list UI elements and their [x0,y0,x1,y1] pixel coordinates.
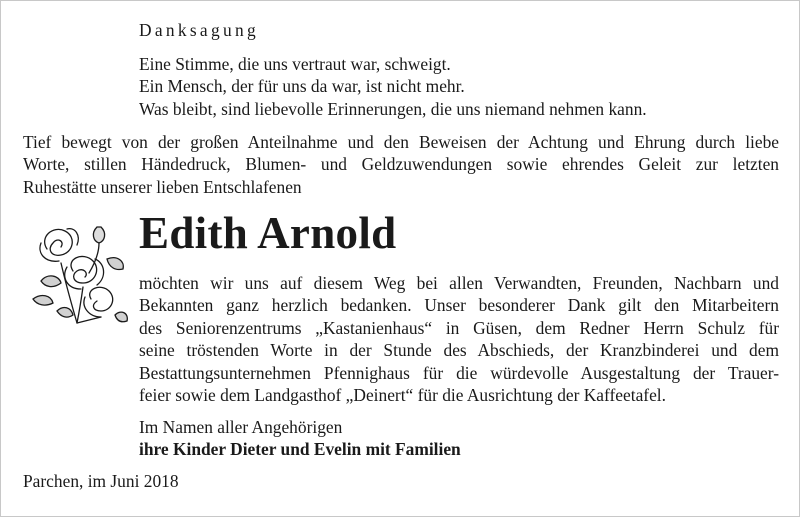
poem-line: Was bleibt, sind liebevolle Erinnerungen, die uns niemand nehmen kann. [139,99,647,119]
poem-line: Eine Stimme, die uns vertraut war, schweigt. [139,54,451,74]
notice-heading: Danksagung [139,20,259,40]
intro-line: Worte, stillen Händedruck, Blumen- und Geldzuwendungen sowie ehrendes Geleit zur letzten [23,154,779,174]
thanks-line: feier sowie dem Landgasthof „Deinert“ für die Ausrichtung der Kaffeetafel. [139,385,666,405]
place-date: Parchen, im Juni 2018 [23,471,179,491]
thanks-line: des Seniorenzentrums „Kastanienhaus“ in Güsen, dem Redner Herrn Schulz für [139,318,779,338]
signatories-line: ihre Kinder Dieter und Evelin mit Familien [139,439,461,459]
rose-bouquet-icon [27,219,131,327]
intro-line: Tief bewegt von der großen Anteilnahme und den Beweisen der Achtung und Ehrung durch liebe [23,132,779,152]
deceased-name: Edith Arnold [139,208,397,258]
on-behalf-line: Im Namen aller Angehörigen [139,417,343,437]
intro-line: Ruhestätte unserer lieben Entschlafenen [23,177,302,197]
thanks-line: möchten wir uns auf diesem Weg bei allen Verwandten, Freunden, Nachbarn und [139,273,779,293]
poem-line: Ein Mensch, der für uns da war, ist nicht mehr. [139,76,465,96]
thanks-line: seine tröstenden Worte in der Stunde des Abschieds, der Kranzbinderei und dem [139,340,779,360]
thanks-line: Bekannten ganz herzlich bedanken. Unser besonderer Dank gilt den Mitarbeitern [139,295,779,315]
thanks-line: Bestattungsunternehmen Pfennighaus für die würdevolle Ausgestaltung der Trauer- [139,363,779,383]
